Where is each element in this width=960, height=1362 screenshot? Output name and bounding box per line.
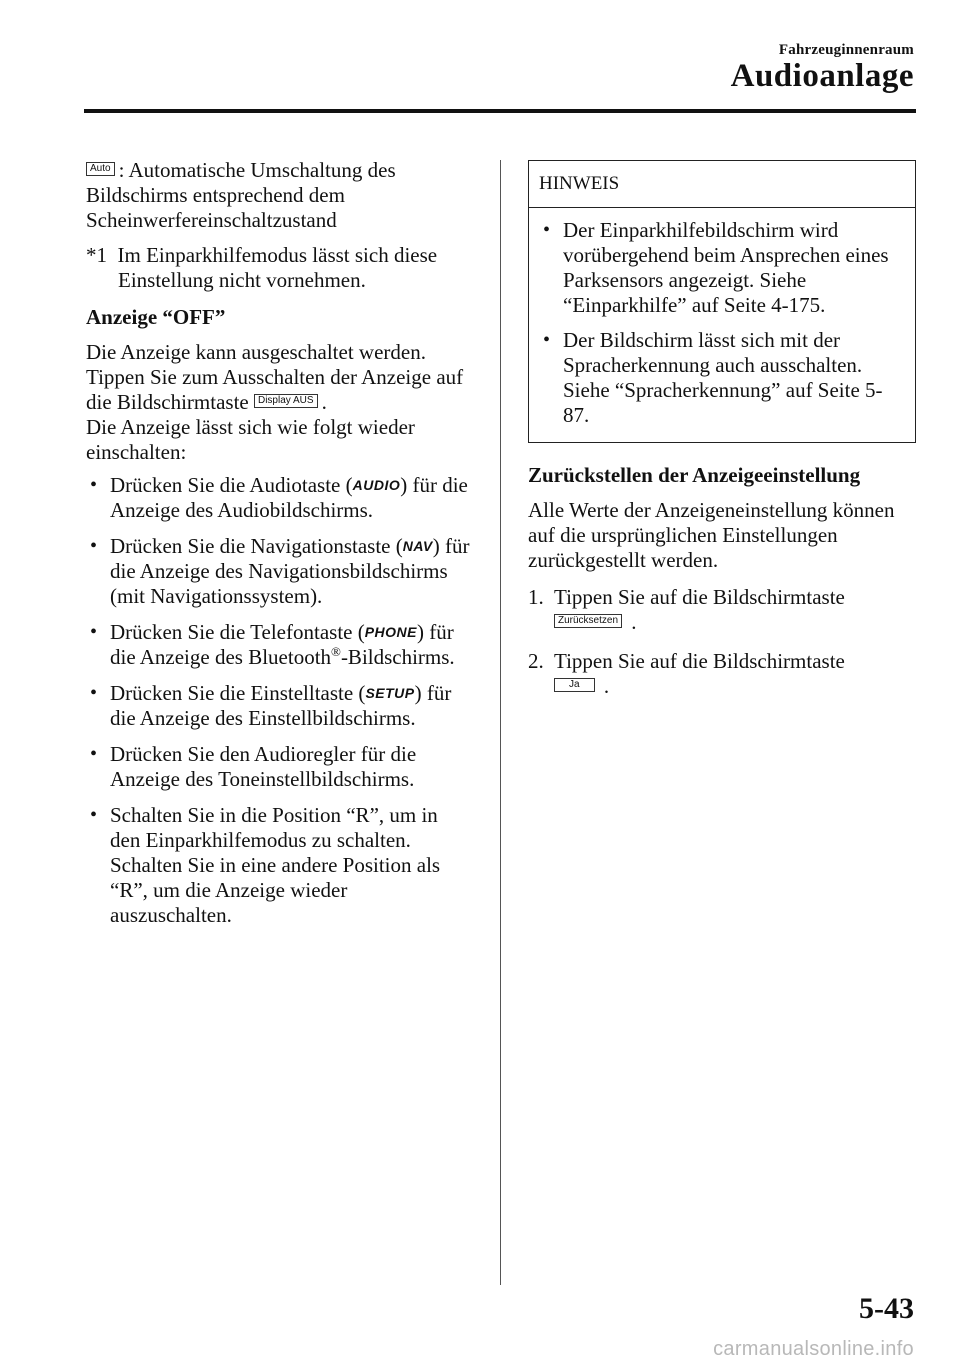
setup-button-icon: SETUP <box>365 685 415 701</box>
list-item: 1. Tippen Sie auf die Bildschirmtaste Zurücksetzen . <box>528 585 845 634</box>
hinweis-title: HINWEIS <box>529 161 915 208</box>
left-column <box>86 158 471 939</box>
auto-button-tag: Auto <box>86 162 115 176</box>
bullet-list-reactivate <box>86 473 471 928</box>
list-item: • Schalten Sie in die Position “R”, um in den Einparkhilfemodus zu schalten. Schalten Sie in eine andere Position als “R”, um die Anzeige wieder auszuschalten. <box>86 803 471 928</box>
list-item: 2. Tippen Sie auf die Bildschirmtaste Ja . <box>528 649 845 698</box>
page-title: Audioanlage <box>730 58 914 94</box>
section-heading-reset: Zurückstellen der Anzeigeeinstellung <box>528 463 861 487</box>
list-item: • Der Einparkhilfebildschirm wird vorübergehend beim Ansprechen eines Parksensors angezeigt. Siehe “Einparkhilfe” auf Seite 4-175. <box>539 218 905 318</box>
list-item: • Drücken Sie die Einstelltaste (SETUP) für die Anzeige des Einstellbildschirms. <box>86 681 471 731</box>
audio-button-icon: AUDIO <box>352 477 401 493</box>
zuruecksetzen-button-tag: Zurücksetzen <box>554 614 622 628</box>
phone-button-icon: PHONE <box>364 624 418 640</box>
footnote: *1 Im Einparkhilfemodus lässt sich diese Einstellung nicht vornehmen. <box>86 243 438 292</box>
hinweis-list <box>539 218 905 428</box>
list-item: • Drücken Sie den Audioregler für die Anzeige des Toneinstellbildschirms. <box>86 742 471 792</box>
step-list <box>528 585 916 699</box>
paragraph-reset: Alle Werte der Anzeigeneinstellung können auf die ursprünglichen Einstellungen zurückgestellt werden. <box>528 498 895 572</box>
section-label: Fahrzeuginnenraum <box>778 42 914 58</box>
auto-description: Auto : Automatische Umschaltung des Bildschirms entsprechend dem Scheinwerfereinschaltzustand <box>86 158 396 232</box>
list-item: • Der Bildschirm lässt sich mit der Spracherkennung auch ausschalten. Siehe “Spracherkennung” auf Seite 5-87. <box>539 328 905 428</box>
page-number: 5-43 <box>859 1292 914 1325</box>
registered-mark: ® <box>331 644 341 659</box>
paragraph-display-on: Die Anzeige lässt sich wie folgt wieder einschalten: <box>86 415 415 464</box>
display-aus-button-tag: Display AUS <box>254 394 318 408</box>
nav-button-icon: NAV <box>402 538 433 554</box>
list-item: • Drücken Sie die Navigationstaste (NAV) für die Anzeige des Navigationsbildschirms (mit Navigationssystem). <box>86 534 471 609</box>
column-divider <box>500 160 501 1285</box>
right-column <box>528 160 916 713</box>
list-item: • Drücken Sie die Telefontaste (PHONE) für die Anzeige des Bluetooth®-Bildschirms. <box>86 620 471 670</box>
section-heading-anzeige-off: Anzeige “OFF” <box>86 305 226 329</box>
paragraph-display-off: Die Anzeige kann ausgeschaltet werden. Tippen Sie zum Ausschalten der Anzeige auf die Bildschirmtaste Display AUS . <box>86 340 464 414</box>
ja-button-tag: Ja <box>554 678 595 692</box>
header-rule <box>84 109 916 113</box>
list-item: • Drücken Sie die Audiotaste (AUDIO) für die Anzeige des Audiobildschirms. <box>86 473 471 523</box>
hinweis-box <box>528 160 916 443</box>
watermark: carmanualsonline.info <box>713 1338 914 1360</box>
